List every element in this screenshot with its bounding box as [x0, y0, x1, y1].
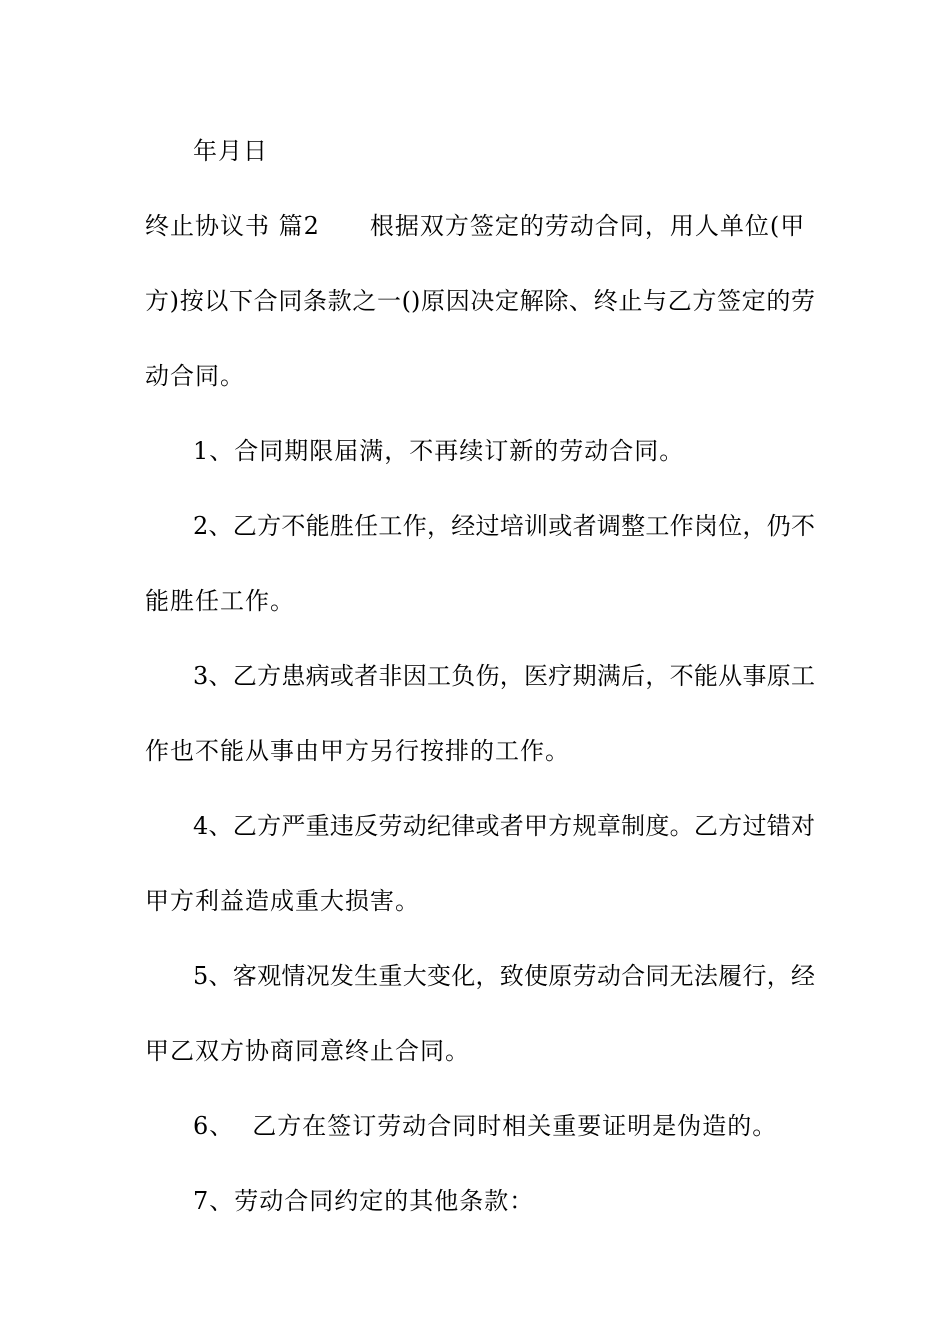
clause-6-text: 乙方在签订劳动合同时相关重要证明是伪造的。 [252, 1112, 778, 1140]
clause-5-line-1: 5、客观情况发生重大变化，致使原劳动合同无法履行，经 [193, 962, 815, 990]
clause-6 [193, 1109, 815, 1143]
clause-4-line-1: 4、乙方严重违反劳动纪律或者甲方规章制度。乙方过错对 [193, 812, 815, 840]
document-heading: 终止协议书 [145, 212, 270, 240]
clause-6-number: 6、 [193, 1112, 235, 1140]
clause-7: 7、劳动合同约定的其他条款： [193, 1187, 535, 1215]
clause-3-line-1: 3、乙方患病或者非因工负伤，医疗期满后，不能从事原工 [193, 662, 815, 690]
intro-text-line-2: 方)按以下合同条款之一()原因决定解除、终止与乙方签定的劳 [145, 287, 815, 315]
section-number: 篇2 [278, 212, 320, 240]
intro-text-line-1: 根据双方签定的劳动合同，用人单位(甲 [369, 212, 806, 240]
clause-2-line-2: 能胜任工作。 [145, 587, 295, 615]
date-line: 年月日 [193, 137, 268, 165]
heading-intro-line [145, 209, 815, 243]
intro-text-line-3: 动合同。 [145, 362, 245, 390]
clause-3-line-2: 作也不能从事由甲方另行按排的工作。 [145, 737, 570, 765]
clause-5-line-2: 甲乙双方协商同意终止合同。 [145, 1037, 470, 1065]
clause-1: 1、合同期限届满，不再续订新的劳动合同。 [193, 437, 685, 465]
clause-4-line-2: 甲方利益造成重大损害。 [145, 887, 420, 915]
clause-2-line-1: 2、乙方不能胜任工作，经过培训或者调整工作岗位，仍不 [193, 512, 815, 540]
